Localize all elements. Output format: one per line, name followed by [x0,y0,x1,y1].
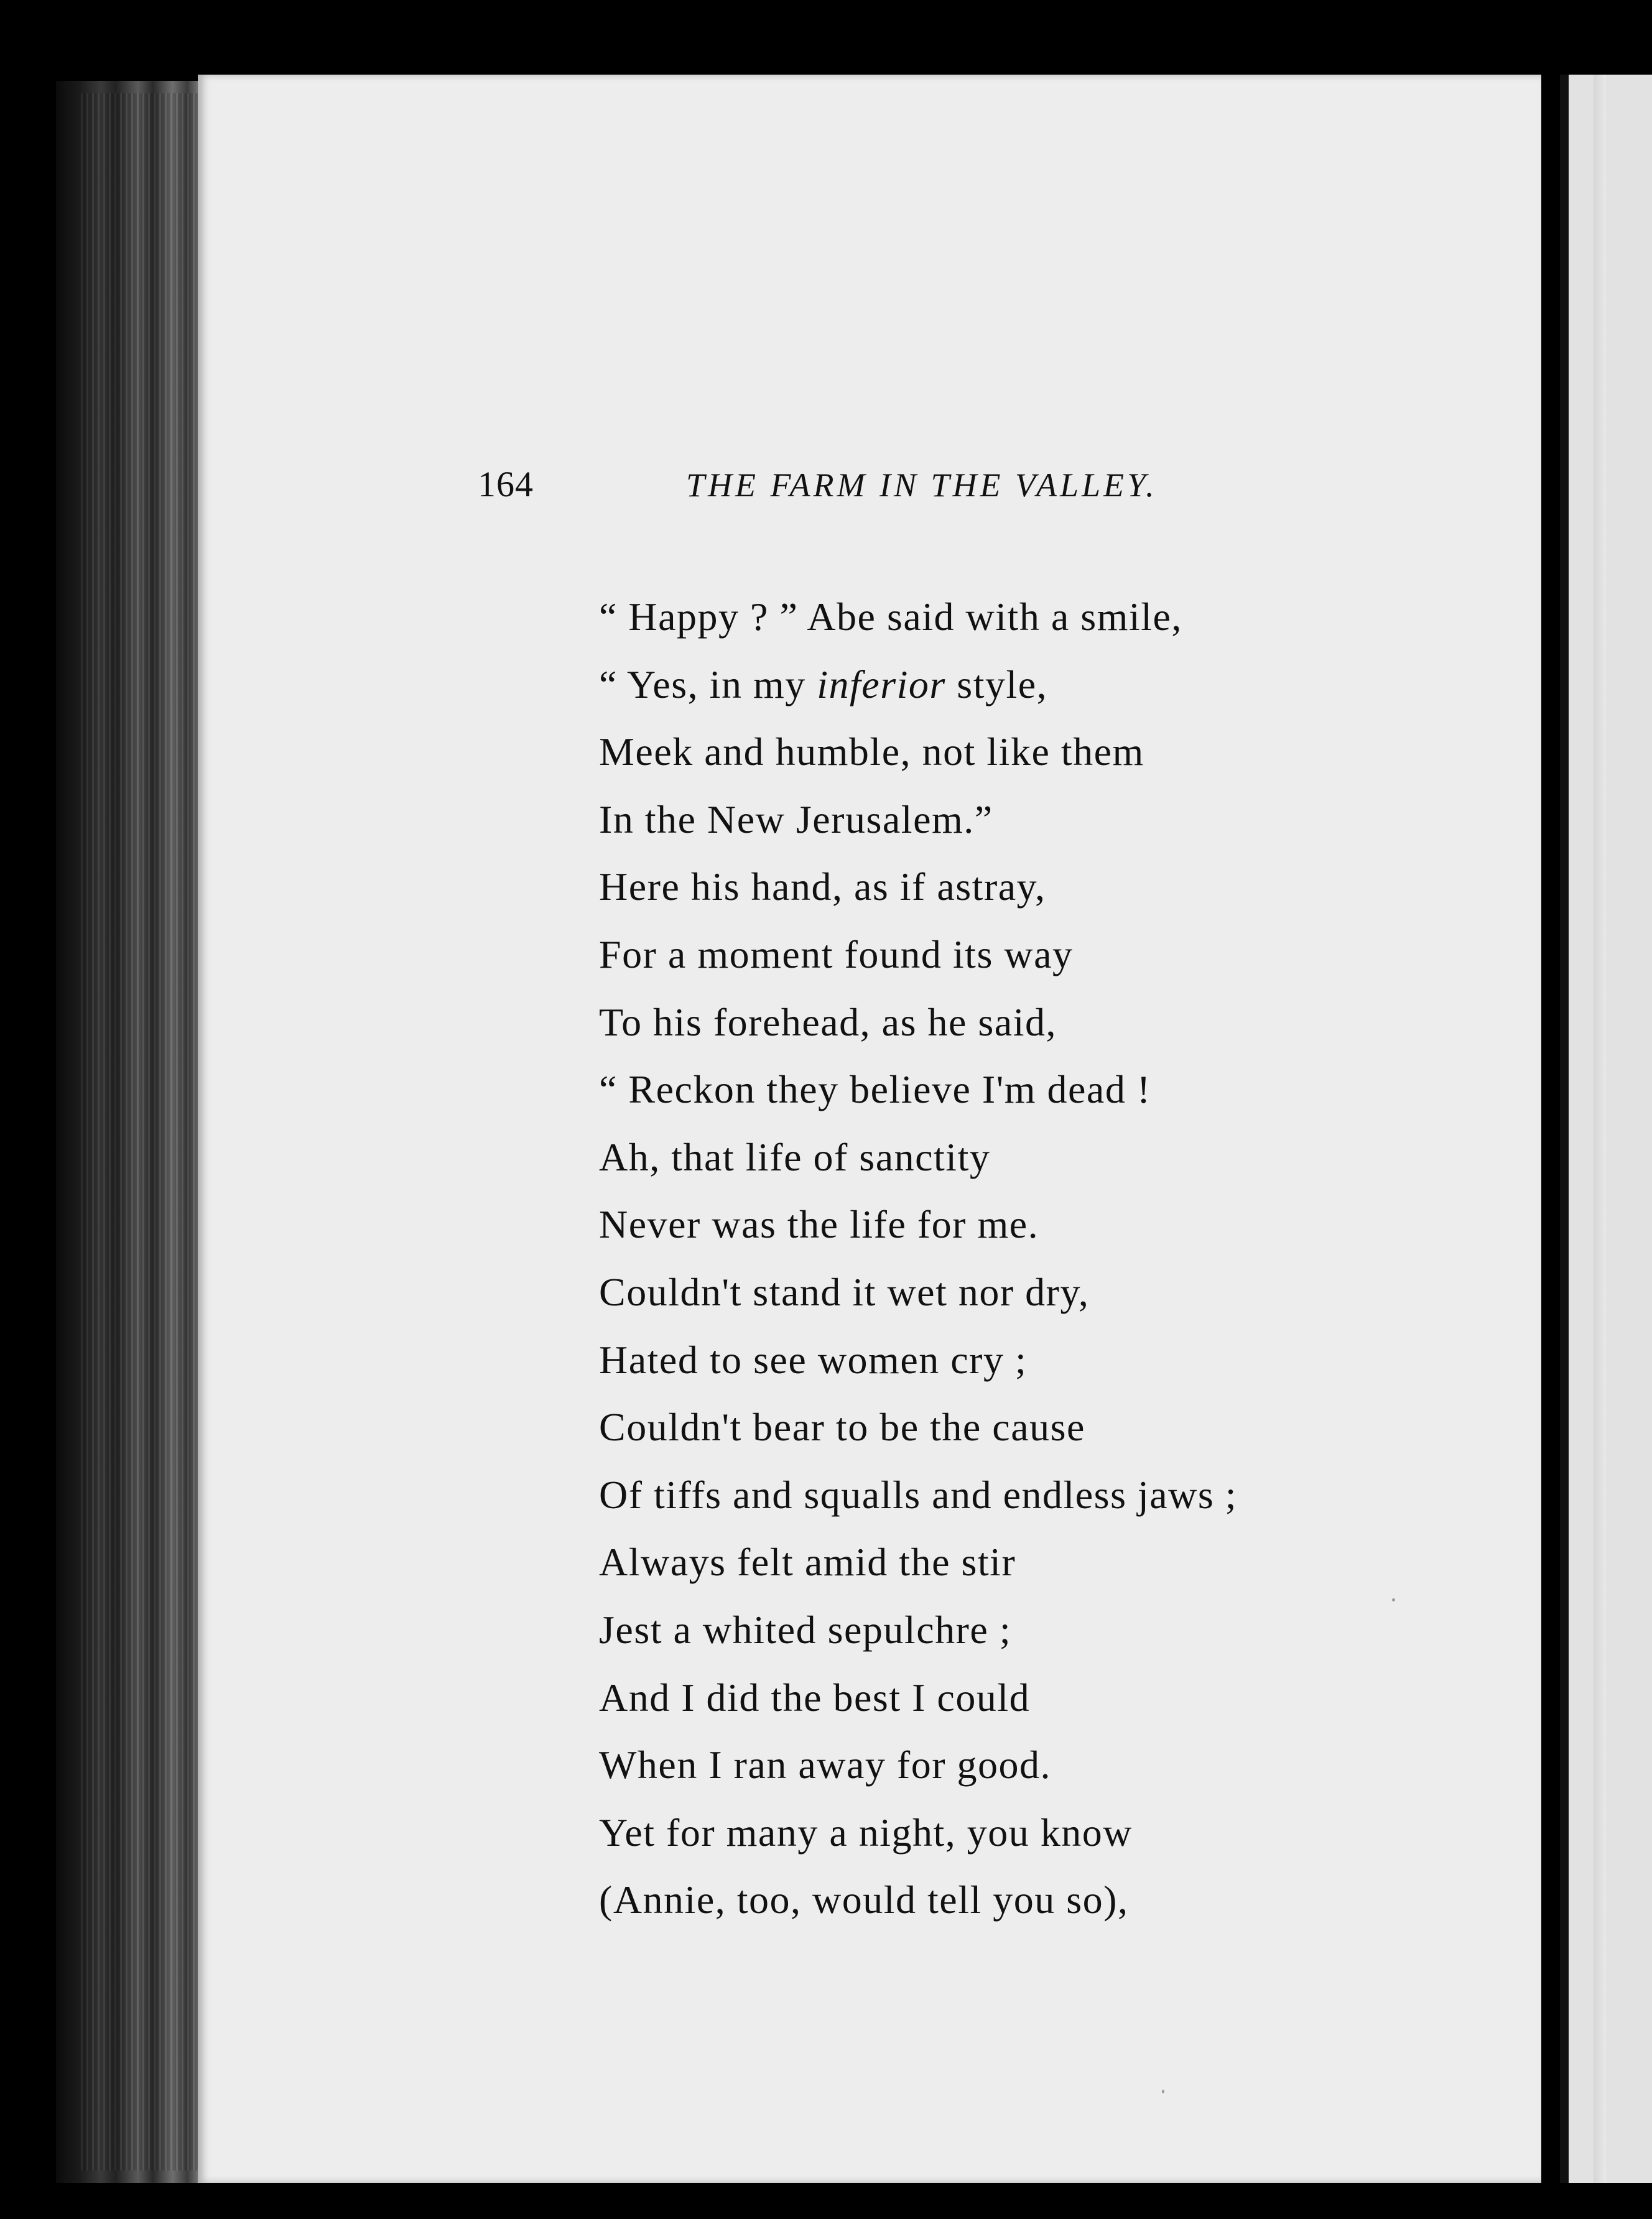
poem-text [599,583,1532,1934]
running-title: THE FARM IN THE VALLEY. [686,466,1158,504]
page-edges [81,93,199,2170]
poem-line: “ Reckon they believe I'm dead ! [599,1067,1151,1112]
paper-speck [1162,2090,1164,2093]
poem-line: Yet for many a night, you know [599,1810,1133,1855]
paper-speck [1392,1598,1395,1601]
poem-line: And I did the best I could [599,1675,1031,1720]
poem-line: Couldn't stand it wet nor dry, [599,1269,1090,1314]
poem-line: Always felt amid the stir [599,1540,1016,1585]
poem-line: “ Happy ? ” Abe said with a smile, [599,595,1182,639]
poem-line: Hated to see women cry ; [599,1337,1028,1382]
page-number: 164 [478,464,534,504]
poem-line: Never was the life for me. [599,1202,1039,1247]
poem-line: Meek and humble, not like them [599,730,1144,774]
poem-line: Of tiffs and squalls and endless jaws ; [599,1472,1238,1517]
poem-line: To his forehead, as he said, [599,999,1057,1044]
poem-line: Ah, that life of sanctity [599,1134,991,1179]
page-header [198,463,1541,519]
poem-line: Couldn't bear to be the cause [599,1405,1085,1450]
poem-line: (Annie, too, would tell you so), [599,1878,1129,1922]
poem-line: Here his hand, as if astray, [599,864,1046,909]
poem-line: “ Yes, in my inferior style, [599,662,1048,706]
poem-line: Jest a whited sepulchre ; [599,1607,1012,1652]
poem-line: When I ran away for good. [599,1743,1051,1787]
italic-word: inferior [817,662,946,706]
poem-line: For a moment found its way [599,932,1074,976]
book-page [198,75,1541,2183]
poem-line: In the New Jerusalem.” [599,797,993,841]
facing-page-edge [1560,75,1652,2183]
